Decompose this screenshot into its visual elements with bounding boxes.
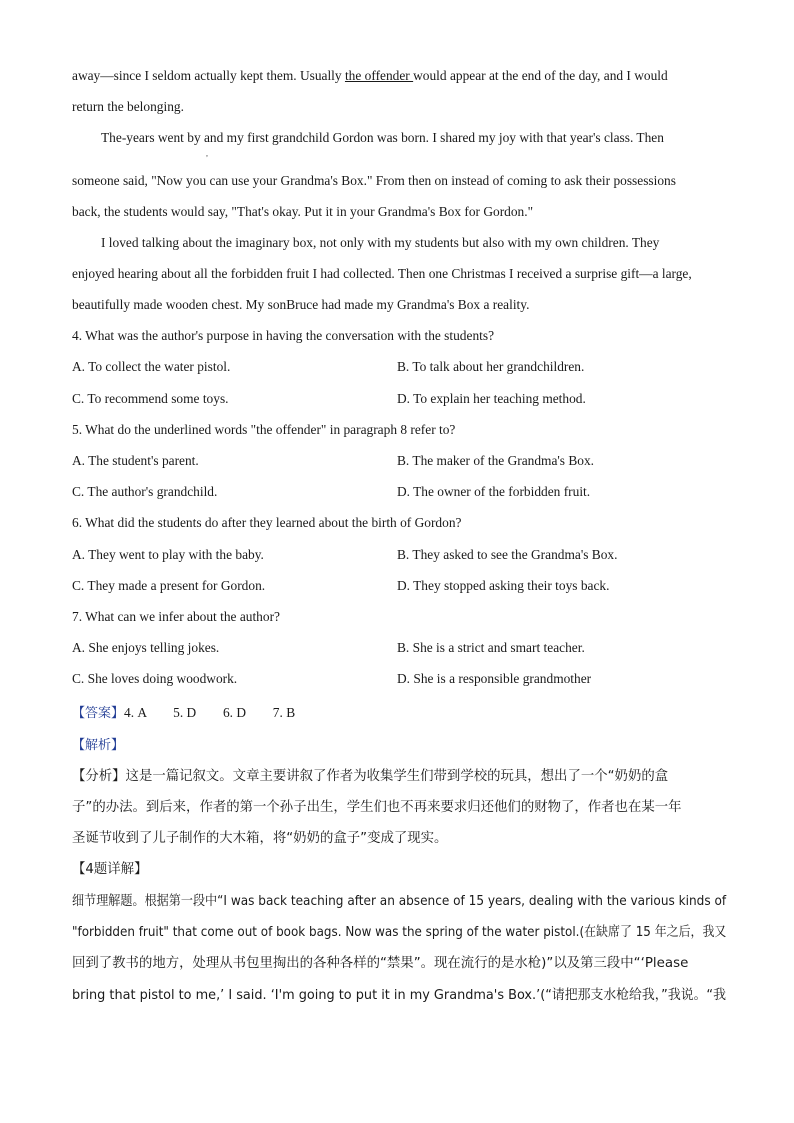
answer-label: 【答案】 (72, 706, 125, 721)
question-7-option-a: A. She enjoys telling jokes. (72, 640, 220, 655)
question-4-stem: 4. What was the author's purpose in having the conversation with the students? (72, 328, 495, 343)
para10-line2: enjoyed hearing about all the forbidden fruit I had collected. Then one Christmas I received a surprise gift—a large, (72, 266, 692, 281)
question-4-option-d: D. To explain her teaching method. (397, 391, 586, 406)
para9-line3: back, the students would say, "That's okay. Put it in your Grandma's Box for Gordon." (72, 204, 534, 219)
analysis-line1: 【分析】这是一篇记叙文。文章主要讲叙了作者为收集学生们带到学校的玩具，想出了一个“奶奶的盒 (72, 769, 669, 784)
para9-line2: someone said, "Now you can use your Grandma's Box." From then on instead of coming to ask their possessions (72, 173, 676, 188)
detail4-label: 【4题详解】 (72, 862, 148, 877)
question-7-option-d: D. She is a responsible grandmother (397, 671, 592, 686)
analysis-line3: 圣诞节收到了儿子制作的大木箱，将“奶奶的盒子”变成了现实。 (72, 831, 448, 846)
para9-line1: The-years went by and my first grandchild Gordon was born. I shared my joy with that year's class. Then (101, 130, 664, 145)
question-6-option-d: D. They stopped asking their toys back. (397, 578, 610, 593)
analysis-label: 【解析】 (72, 738, 125, 753)
detail4-line4: bring that pistol to me,’ I said. ‘I'm going to put it in my Grandma's Box.’(“请把那支水枪给我，”我说。“我 (72, 988, 726, 1003)
answer-line (72, 702, 295, 721)
para10-line3: beautifully made wooden chest. My sonBruce had made my Grandma's Box a reality. (72, 297, 530, 312)
para8-line2: return the belonging. (72, 99, 184, 114)
question-7-option-c: C. She loves doing woodwork. (72, 671, 238, 686)
detail4-line2: "forbidden fruit" that come out of book bags. Now was the spring of the water pistol.(在缺席了 15 年之后，我又 (72, 925, 727, 940)
question-6-option-b: B. They asked to see the Grandma's Box. (397, 547, 618, 562)
para8-line1 (72, 68, 668, 84)
question-5-option-d: D. The owner of the forbidden fruit. (397, 484, 591, 499)
question-6-option-a: A. They went to play with the baby. (72, 547, 264, 562)
question-7-stem: 7. What can we infer about the author? (72, 609, 280, 624)
question-4-option-a: A. To collect the water pistol. (72, 359, 231, 374)
question-4-option-c: C. To recommend some toys. (72, 391, 229, 406)
question-6-stem: 6. What did the students do after they learned about the birth of Gordon? (72, 515, 462, 530)
question-7-option-b: B. She is a strict and smart teacher. (397, 640, 585, 655)
question-5-option-c: C. The author's grandchild. (72, 484, 218, 499)
underlined-offender: the offender (344, 68, 414, 83)
para10-line1: I loved talking about the imaginary box, not only with my students but also with my own children. They (101, 235, 660, 250)
answer-text: 4. A 5. D 6. D 7. B (124, 705, 296, 720)
question-5-option-a: A. The student's parent. (72, 453, 199, 468)
question-5-option-b: B. The maker of the Grandma's Box. (397, 453, 595, 468)
detail4-line3: 回到了教书的地方，处理从书包里掏出的各种各样的“禁果”。现在流行的是水枪)”以及第三段中“‘Please (72, 956, 689, 971)
analysis-line2: 子”的办法。到后来，作者的第一个孙子出生，学生们也不再来要求归还他们的财物了，作者也在某一年 (72, 800, 682, 815)
para8-text: away—since I seldom actually kept them. Usually (72, 68, 345, 83)
question-4-option-b: B. To talk about her grandchildren. (397, 359, 585, 374)
question-5-stem: 5. What do the underlined words "the offender" in paragraph 8 refer to? (72, 422, 456, 437)
stray-mark: , (206, 149, 208, 158)
para8-text-after: would appear at the end of the day, and I would (413, 68, 668, 83)
question-6-option-c: C. They made a present for Gordon. (72, 578, 266, 593)
detail4-line1: 细节理解题。根据第一段中“I was back teaching after an absence of 15 years, dealing with the various kinds of (72, 894, 727, 909)
